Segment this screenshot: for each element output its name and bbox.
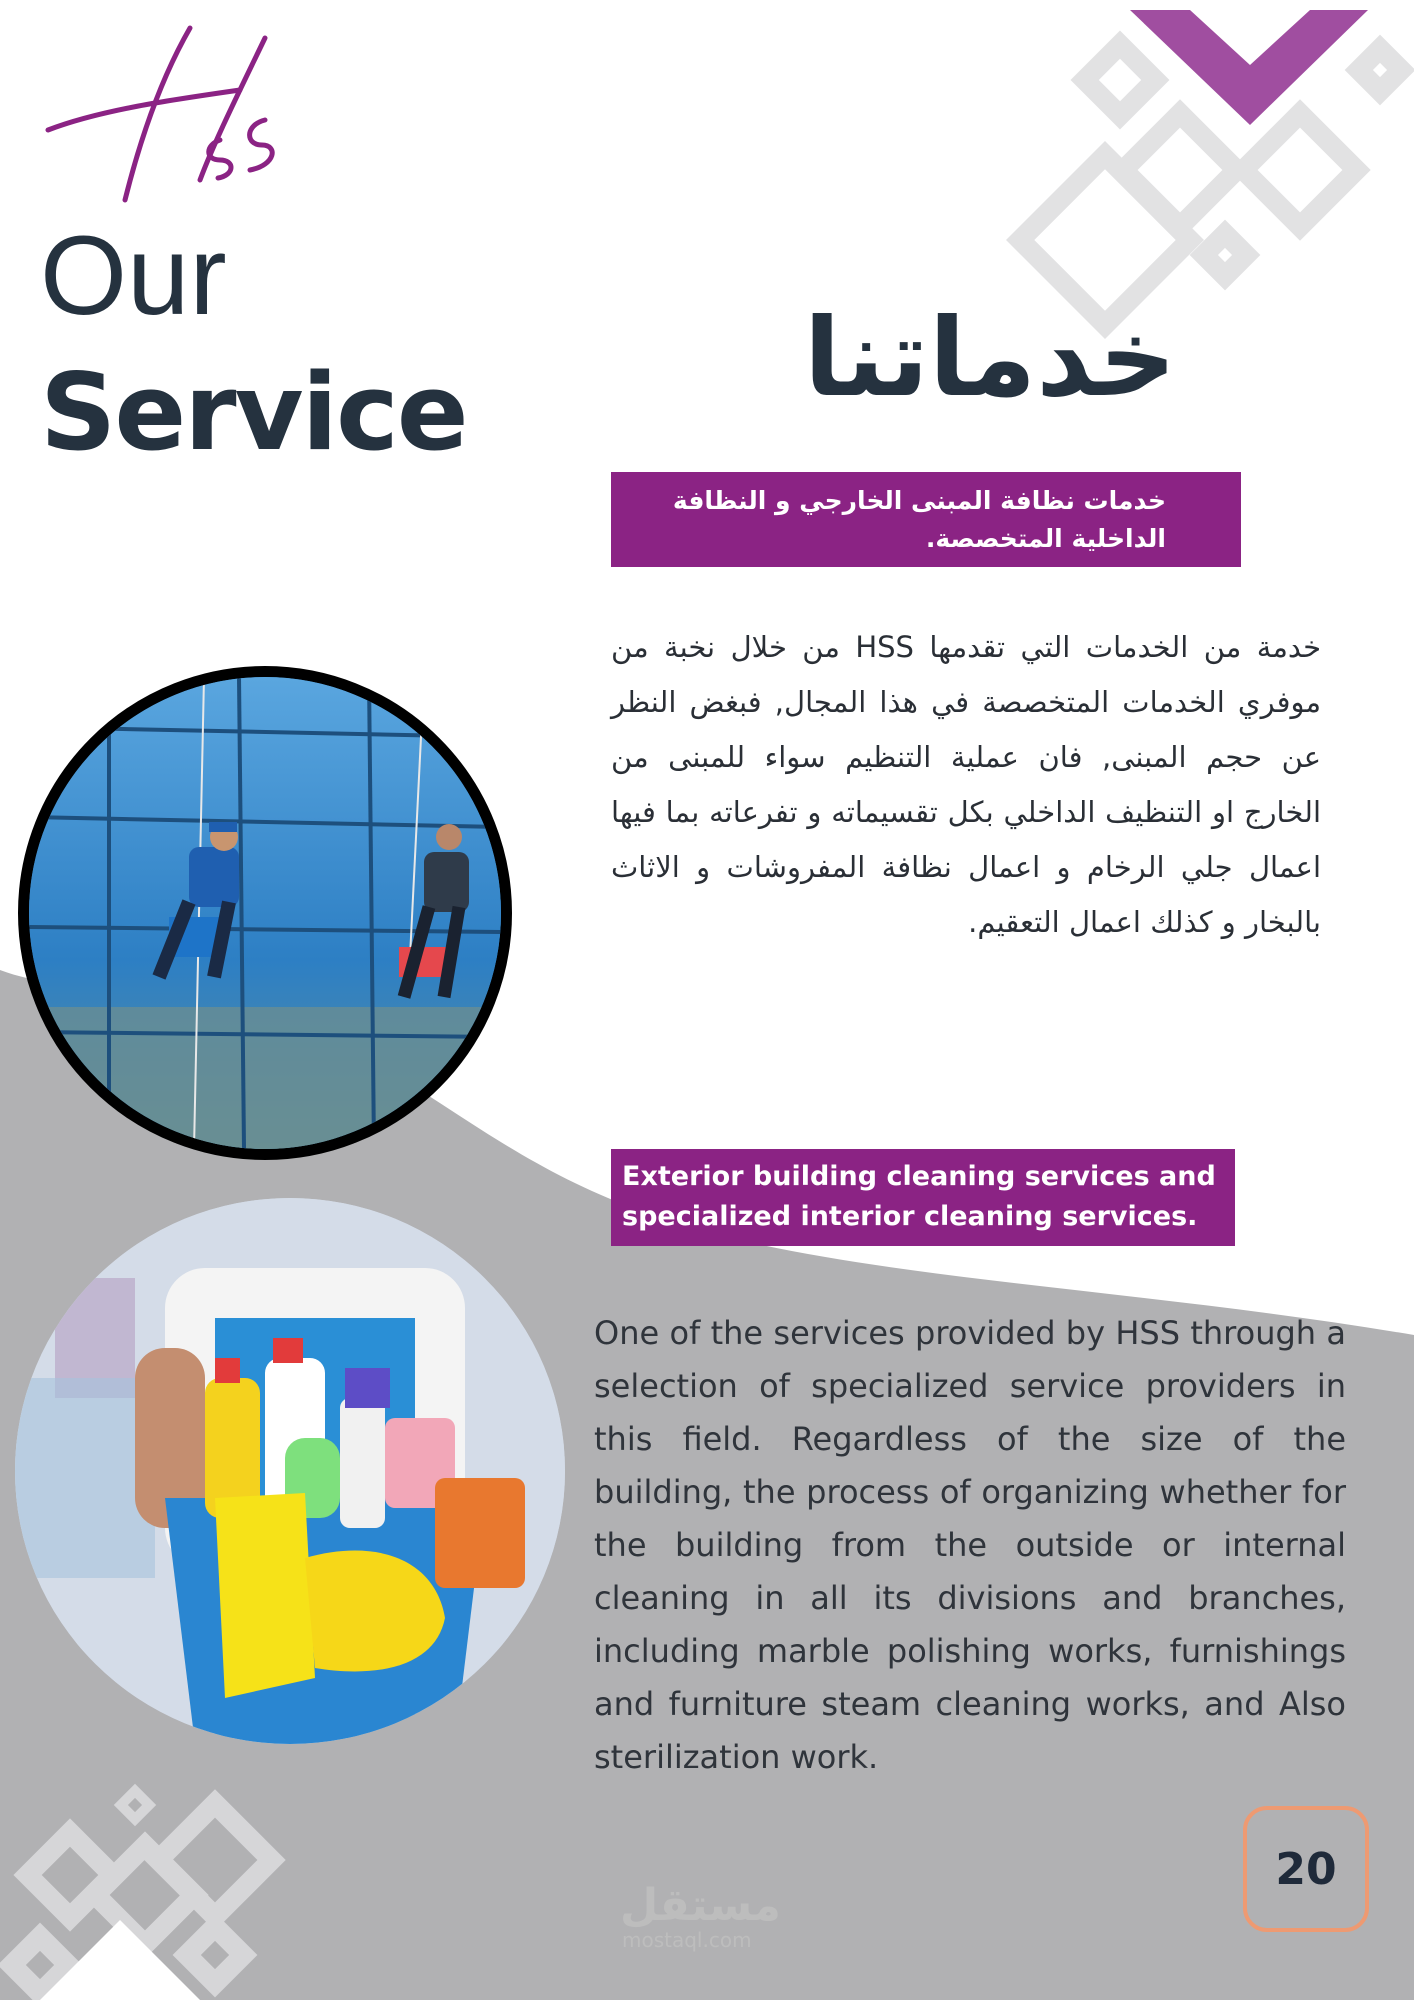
page-number-badge: 20 (1243, 1806, 1369, 1932)
title-arabic: خدماتنا (803, 296, 1177, 421)
english-paragraph: One of the services provided by HSS through a selection of specialized service providers in this field. Regardless of the size of the building, the process of organizing whether for the building from the outside or internal cleaning in all its divisions and branches, including marble polishing works, furnishings and furniture steam cleaning works, and Also sterilization work. (594, 1314, 1346, 1776)
arabic-paragraph: خدمة من الخدمات التي تقدمها HSS من خلال نخبة من موفري الخدمات المتخصصة في هذا المجال, فبغض النظر عن حجم المبنى, فان عملية التنظيم سواء للمبنى من الخارج او التنظيف الداخلي بكل تقسيماته و تفرعاته بما فيها اعمال جلي الرخام و اعمال نظافة المفروشات و الاثاث بالبخار و كذلك اعمال التعقيم. (611, 630, 1321, 939)
hss-logo (40, 20, 290, 210)
watermark-latin: mostaql.com (622, 1928, 752, 1952)
window-cleaners-photo (18, 666, 512, 1160)
title-our: Our (40, 213, 227, 338)
english-banner: Exterior building cleaning services and specialized interior cleaning services. (611, 1149, 1235, 1246)
watermark-arabic: مستقل (620, 1880, 781, 1931)
title-service: Service (40, 351, 467, 474)
arabic-banner: خدمات نظافة المبنى الخارجي و النظافة الداخلية المتخصصة. (611, 472, 1241, 567)
cleaning-supplies-photo (15, 1198, 565, 1744)
